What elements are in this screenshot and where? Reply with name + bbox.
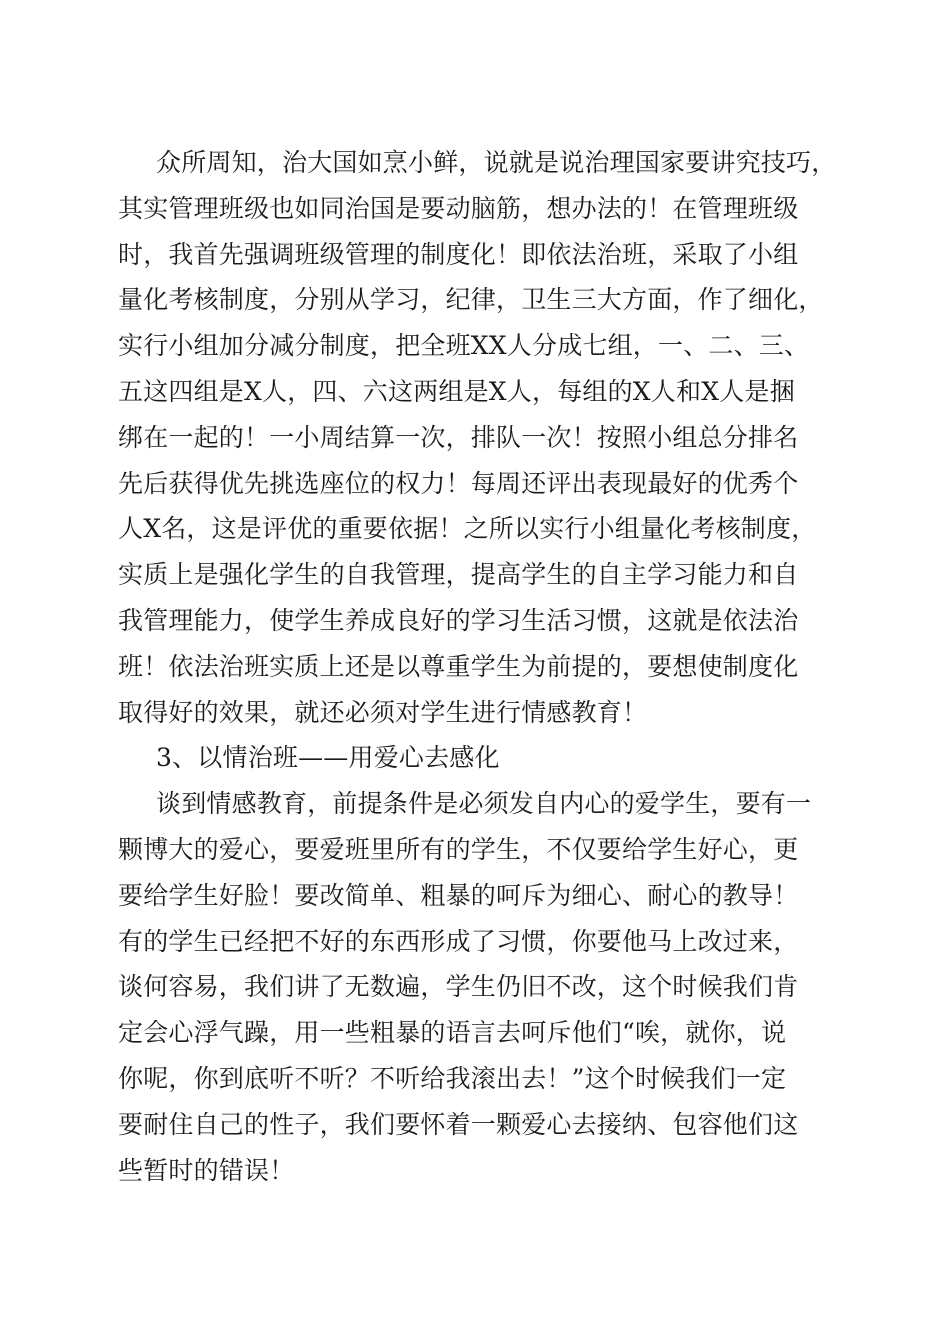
text-line: 班！依法治班实质上还是以尊重学生为前提的，要想使制度化 <box>118 651 799 681</box>
text-line: 谈到情感教育，前提条件是必须发自内心的爱学生，要有一 <box>156 789 812 819</box>
text-line: 实行小组加分减分制度，把全班XX人分成七组，一、二、三、 <box>118 331 810 361</box>
text-line: 颗博大的爱心，要爱班里所有的学生，不仅要给学生好心，更 <box>118 834 799 864</box>
text-line: 谈何容易，我们讲了无数遍，学生仍旧不改，这个时候我们肯 <box>118 972 799 1002</box>
text-line: 量化考核制度，分别从学习，纪律，卫生三大方面，作了细化， <box>118 285 824 315</box>
text-line: 实质上是强化学生的自我管理，提高学生的自主学习能力和自 <box>118 560 799 590</box>
section-heading: 3、以情治班——用爱心去感化 <box>156 743 500 773</box>
document-page <box>118 140 837 1193</box>
text-line: 绑在一起的！一小周结算一次，排队一次！按照小组总分排名 <box>118 422 799 452</box>
text-line: 众所周知，治大国如烹小鲜，说就是说治理国家要讲究技巧， <box>156 148 837 177</box>
text-line: 定会心浮气躁，用一些粗暴的语言去呵斥他们“唉，就你，说 <box>118 1018 787 1048</box>
text-line: 要给学生好脸！要改简单、粗暴的呵斥为细心、耐心的教导！ <box>118 880 799 910</box>
text-line: 先后获得优先挑选座位的权力！每周还评出表现最好的优秀个 <box>118 468 799 498</box>
text-line: 些暂时的错误！ <box>118 1155 295 1185</box>
text-line: 取得好的效果，就还必须对学生进行情感教育！ <box>118 697 648 727</box>
text-line: 你呢，你到底听不听？不听给我滚出去！”这个时候我们一定 <box>118 1063 787 1093</box>
text-line: 时，我首先强调班级管理的制度化！即依法治班，采取了小组 <box>118 239 799 269</box>
text-line: 我管理能力，使学生养成良好的学习生活习惯，这就是依法治 <box>118 605 799 635</box>
text-line: 要耐住自己的性子，我们要怀着一颗爱心去接纳、包容他们这 <box>118 1109 799 1139</box>
text-line: 其实管理班级也如同治国是要动脑筋，想办法的！在管理班级 <box>118 193 799 223</box>
text-line: 人X名，这是评优的重要依据！之所以实行小组量化考核制度， <box>118 514 817 544</box>
text-line: 五这四组是X人，四、六这两组是X人，每组的X人和X人是捆 <box>118 376 795 406</box>
text-line: 有的学生已经把不好的东西形成了习惯，你要他马上改过来， <box>118 926 799 956</box>
